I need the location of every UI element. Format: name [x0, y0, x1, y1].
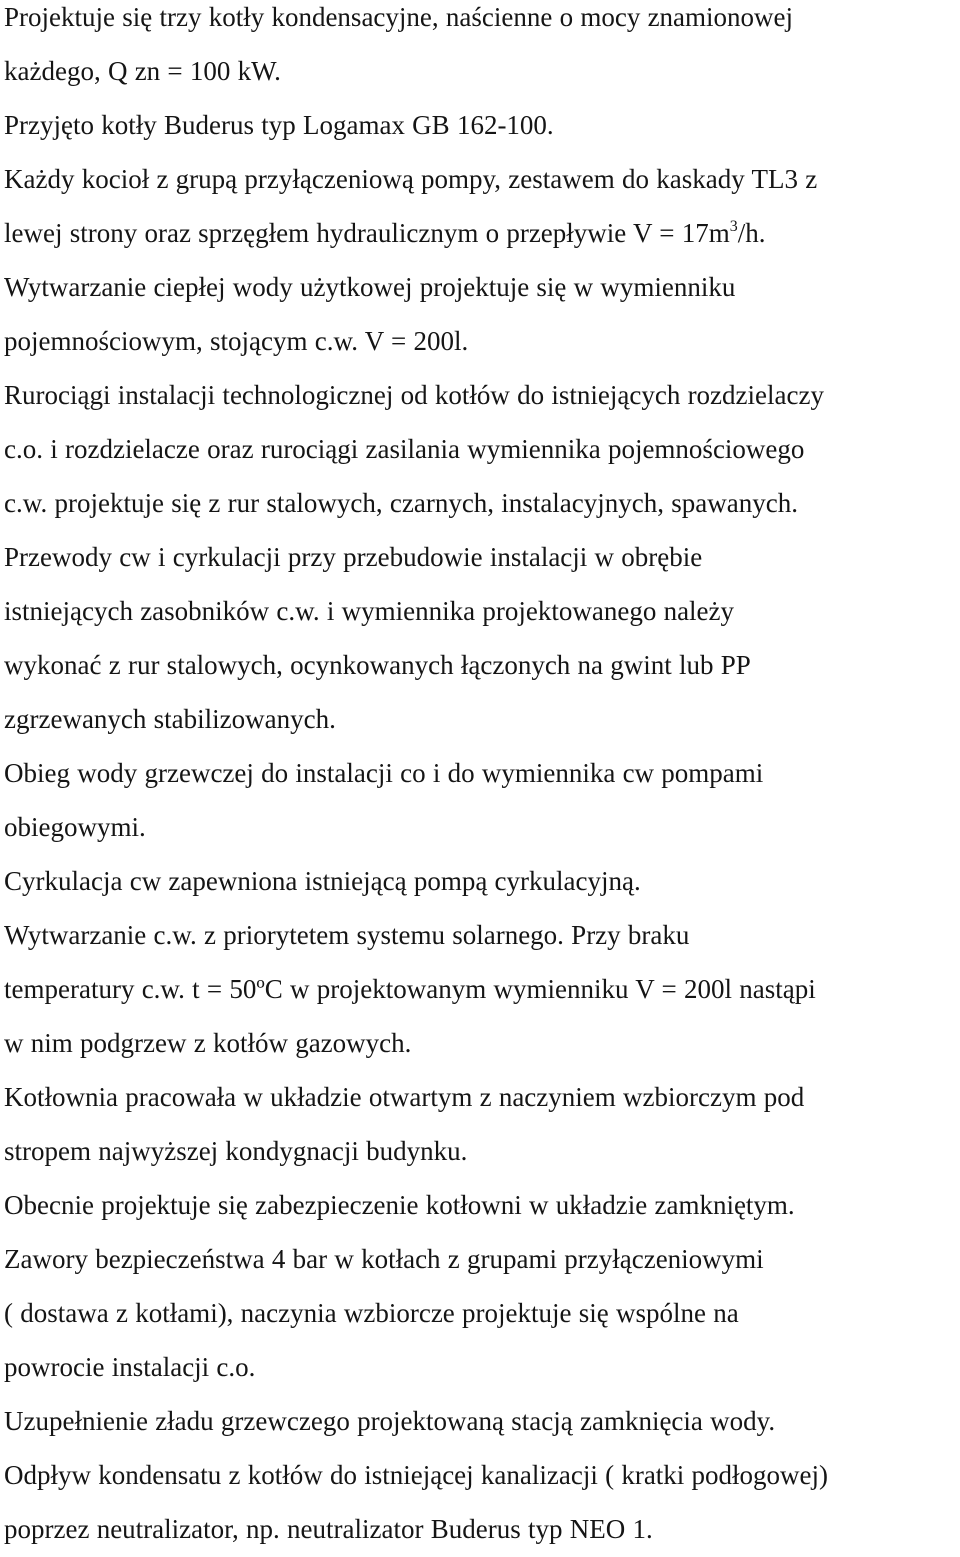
cubic-superscript: 3: [729, 218, 738, 235]
text-line: Projektuje się trzy kotły kondensacyjne, naścienne o mocy znamionowej: [4, 2, 794, 32]
text-line: istniejących zasobników c.w. i wymiennika projektowanego należy: [4, 596, 735, 626]
text-line: poprzez neutralizator, np. neutralizator Buderus typ NEO 1.: [4, 1514, 653, 1544]
text-line: Przyjęto kotły Buderus typ Logamax GB 162-100.: [4, 110, 554, 140]
text-line: powrocie instalacji c.o.: [4, 1352, 256, 1382]
text-line: każdego, Q zn = 100 kW.: [4, 56, 281, 86]
text-line: Każdy kocioł z grupą przyłączeniową pompy, zestawem do kaskady TL3 z: [4, 164, 818, 194]
text-line: c.w. projektuje się z rur stalowych, czarnych, instalacyjnych, spawanych.: [4, 488, 798, 518]
text-line: ( dostawa z kotłami), naczynia wzbiorcze projektuje się wspólne na: [4, 1298, 739, 1328]
text-line: Odpływ kondensatu z kotłów do istniejącej kanalizacji ( kratki podłogowej): [4, 1460, 829, 1490]
text-line: Wytwarzanie c.w. z priorytetem systemu solarnego. Przy braku: [4, 920, 690, 950]
text-line: Obieg wody grzewczej do instalacji co i do wymiennika cw pompami: [4, 758, 764, 788]
text-line: zgrzewanych stabilizowanych.: [4, 704, 336, 734]
text-line: Uzupełnienie zładu grzewczego projektowaną stacją zamknięcia wody.: [4, 1406, 776, 1436]
text-line: stropem najwyższej kondygnacji budynku.: [4, 1136, 468, 1166]
text-line-flow-rate: [4, 216, 766, 250]
text-line: Kotłownia pracowała w układzie otwartym z naczyniem wzbiorczym pod: [4, 1082, 805, 1112]
text-line: temperatury c.w. t = 50ºC w projektowanym wymienniku V = 200l nastąpi: [4, 974, 816, 1004]
text-line: Rurociągi instalacji technologicznej od kotłów do istniejących rozdzielaczy: [4, 380, 824, 410]
text-line: wykonać z rur stalowych, ocynkowanych łączonych na gwint lub PP: [4, 650, 751, 680]
text-line: Zawory bezpieczeństwa 4 bar w kotłach z grupami przyłączeniowymi: [4, 1244, 764, 1274]
flow-rate-unit: /h.: [737, 218, 766, 248]
text-line: Wytwarzanie ciepłej wody użytkowej projektuje się w wymienniku: [4, 272, 736, 302]
text-line: Cyrkulacja cw zapewniona istniejącą pompą cyrkulacyjną.: [4, 866, 641, 896]
flow-rate-text: lewej strony oraz sprzęgłem hydraulicznym o przepływie V = 17m: [4, 218, 730, 248]
text-line: w nim podgrzew z kotłów gazowych.: [4, 1028, 412, 1058]
text-line: c.o. i rozdzielacze oraz rurociągi zasilania wymiennika pojemnościowego: [4, 434, 805, 464]
text-line: obiegowymi.: [4, 812, 146, 842]
text-line: pojemnościowym, stojącym c.w. V = 200l.: [4, 326, 469, 356]
text-line: Przewody cw i cyrkulacji przy przebudowie instalacji w obrębie: [4, 542, 703, 572]
text-line: Obecnie projektuje się zabezpieczenie kotłowni w układzie zamkniętym.: [4, 1190, 795, 1220]
